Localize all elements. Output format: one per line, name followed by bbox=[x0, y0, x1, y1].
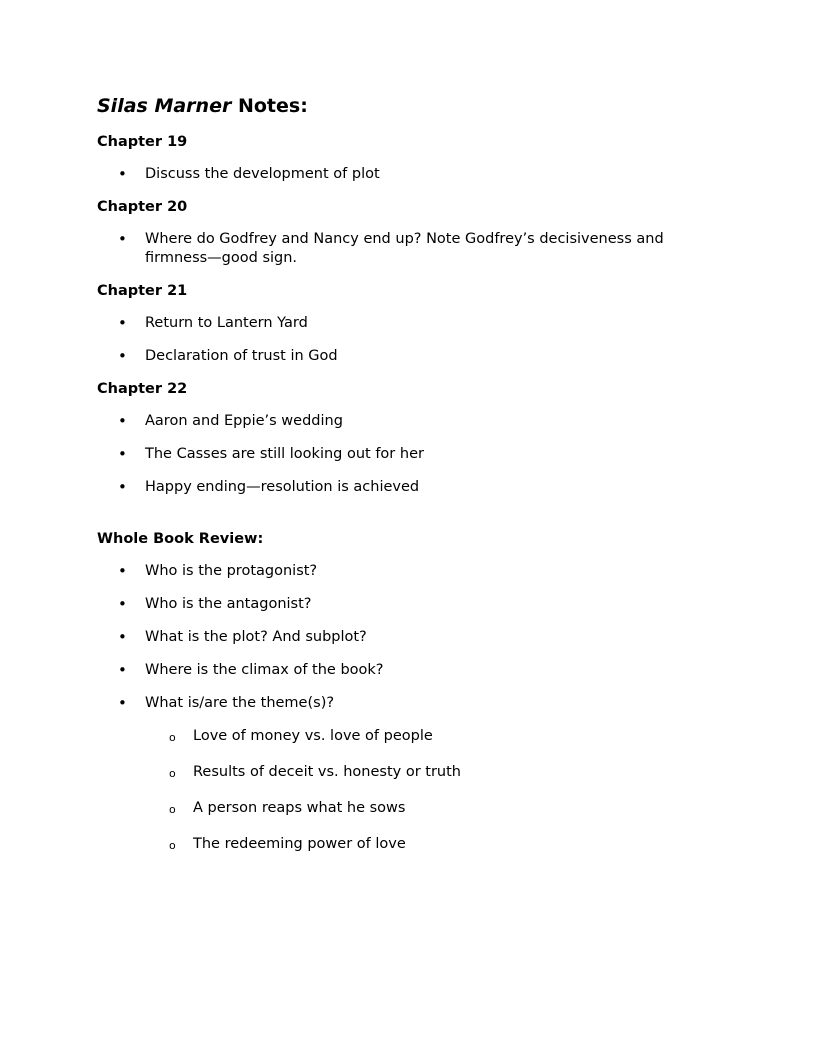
list-item bbox=[97, 412, 717, 431]
bullet-icon: • bbox=[118, 694, 127, 712]
list-item bbox=[97, 230, 717, 268]
list-item-text: Happy ending—resolution is achieved bbox=[145, 479, 420, 495]
document-page bbox=[97, 92, 717, 854]
list-item-text: Discuss the development of plot bbox=[145, 166, 380, 182]
bullet-icon: • bbox=[118, 165, 127, 183]
list-item-text: Return to Lantern Yard bbox=[145, 315, 308, 331]
list-item-text: Where is the climax of the book? bbox=[145, 662, 384, 678]
chapter-heading: Chapter 20 bbox=[97, 199, 188, 215]
chapter-21-section bbox=[97, 282, 717, 366]
themes-list bbox=[97, 727, 717, 854]
review-heading: Whole Book Review: bbox=[97, 531, 264, 547]
list-item bbox=[97, 628, 717, 647]
chapter-19-list bbox=[97, 165, 717, 184]
chapter-19-section bbox=[97, 133, 717, 184]
bullet-icon: • bbox=[118, 412, 127, 430]
sub-bullet-icon: o bbox=[169, 767, 176, 780]
list-item bbox=[97, 478, 717, 497]
sub-bullet-icon: o bbox=[169, 803, 176, 816]
list-item bbox=[97, 595, 717, 614]
bullet-icon: • bbox=[118, 661, 127, 679]
bullet-icon: • bbox=[118, 562, 127, 580]
chapter-heading: Chapter 22 bbox=[97, 381, 188, 397]
chapter-20-list bbox=[97, 230, 717, 268]
chapter-22-list bbox=[97, 412, 717, 497]
theme-item bbox=[97, 799, 717, 818]
list-item-text: Declaration of trust in God bbox=[145, 348, 338, 364]
list-item bbox=[97, 314, 717, 333]
list-item-text: Where do Godfrey and Nancy end up? Note Godfrey’s decisiveness and firmness—good sign. bbox=[145, 231, 664, 266]
theme-item-text: Results of deceit vs. honesty or truth bbox=[193, 764, 462, 780]
theme-item-text: A person reaps what he sows bbox=[193, 800, 406, 816]
theme-item-text: The redeeming power of love bbox=[193, 836, 406, 852]
list-item bbox=[97, 562, 717, 581]
list-item bbox=[97, 165, 717, 184]
bullet-icon: • bbox=[118, 314, 127, 332]
review-section bbox=[97, 530, 717, 854]
chapter-21-list bbox=[97, 314, 717, 366]
theme-item bbox=[97, 835, 717, 854]
sub-bullet-icon: o bbox=[169, 839, 176, 852]
list-item bbox=[97, 694, 717, 713]
list-item-text: Aaron and Eppie’s wedding bbox=[145, 413, 343, 429]
title-suffix: Notes: bbox=[237, 95, 308, 117]
list-item-text: Who is the protagonist? bbox=[145, 563, 318, 579]
list-item-text: Who is the antagonist? bbox=[145, 596, 312, 612]
bullet-icon: • bbox=[118, 595, 127, 613]
list-item bbox=[97, 661, 717, 680]
review-list bbox=[97, 562, 717, 713]
bullet-icon: • bbox=[118, 478, 127, 496]
bullet-icon: • bbox=[118, 628, 127, 646]
list-item bbox=[97, 445, 717, 464]
chapter-22-section bbox=[97, 380, 717, 497]
list-item-text: What is the plot? And subplot? bbox=[145, 629, 367, 645]
list-item-text: What is/are the theme(s)? bbox=[145, 695, 335, 711]
page-title bbox=[97, 92, 717, 120]
bullet-icon: • bbox=[118, 230, 127, 248]
bullet-icon: • bbox=[118, 445, 127, 463]
chapter-heading: Chapter 21 bbox=[97, 283, 188, 299]
list-item bbox=[97, 347, 717, 366]
theme-item bbox=[97, 763, 717, 782]
book-title: Silas Marner bbox=[97, 95, 232, 117]
theme-item bbox=[97, 727, 717, 746]
chapter-heading: Chapter 19 bbox=[97, 134, 188, 150]
list-item-text: The Casses are still looking out for her bbox=[145, 446, 424, 462]
chapter-20-section bbox=[97, 198, 717, 268]
theme-item-text: Love of money vs. love of people bbox=[193, 728, 433, 744]
sub-bullet-icon: o bbox=[169, 731, 176, 744]
bullet-icon: • bbox=[118, 347, 127, 365]
